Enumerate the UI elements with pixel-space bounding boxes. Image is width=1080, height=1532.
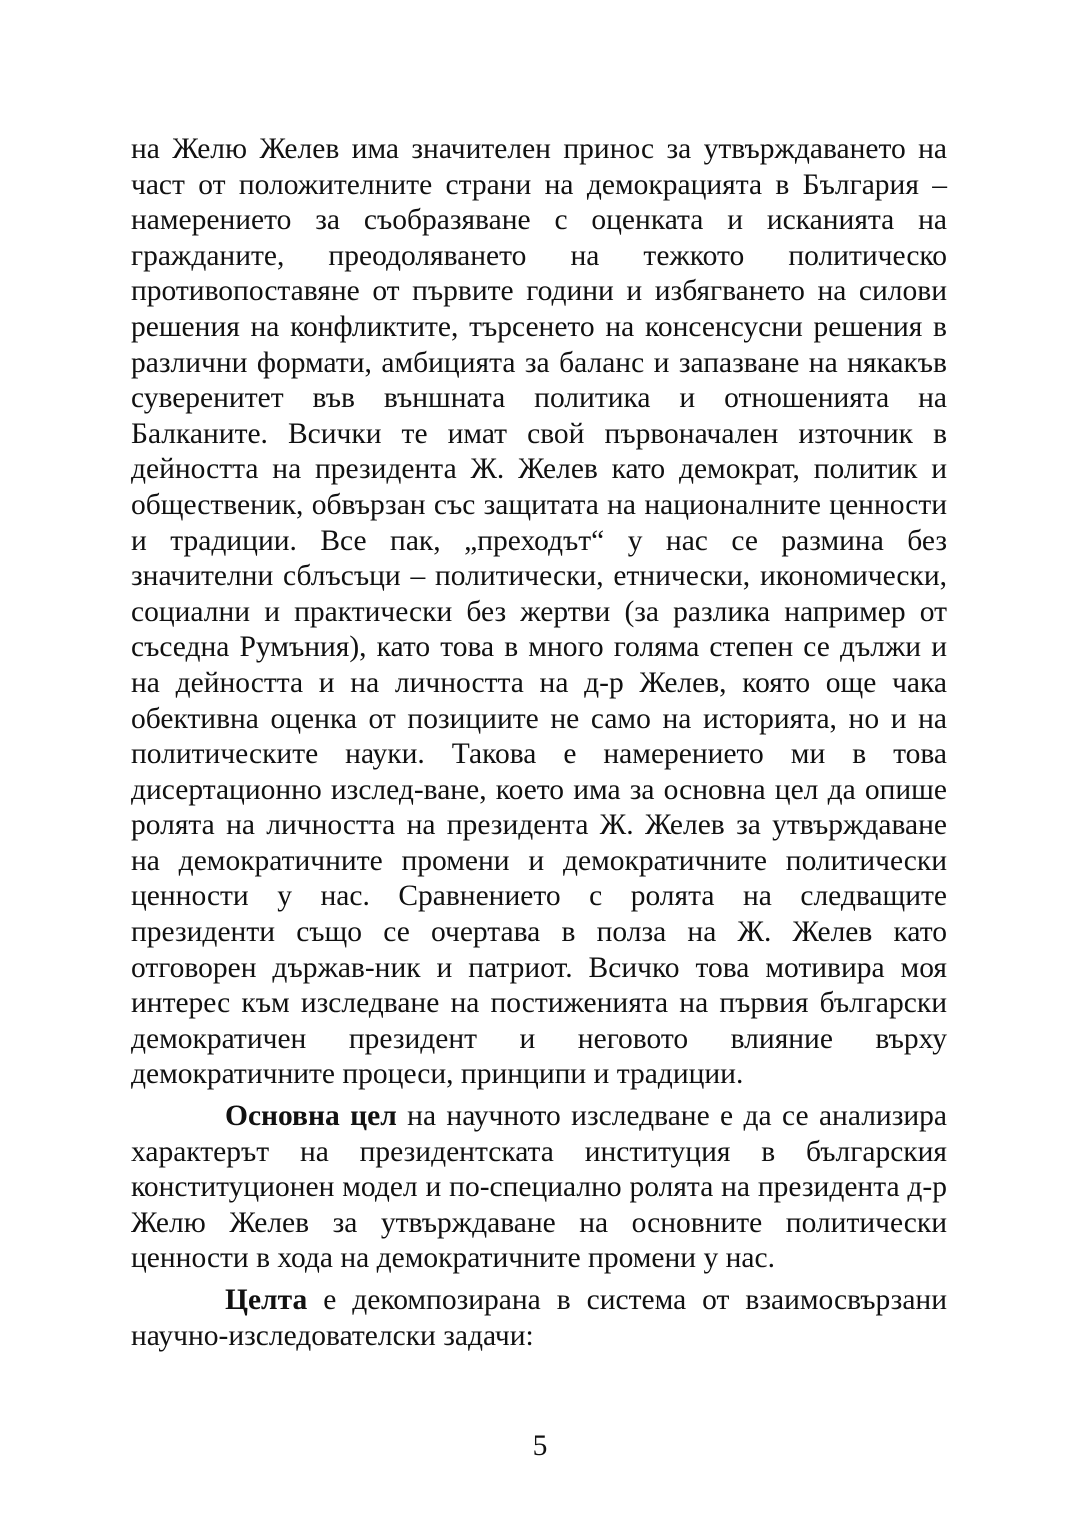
paragraph-goal-decomposition: [131, 1283, 947, 1354]
paragraph-body: на научното изследване е да се анализира характерът на президентската институция в българския конституционен модел и по-специално ролята на президента д-р Желю Желев за утвърждаване на основните политически ценности в хода на демократичните промени у нас.: [131, 1100, 947, 1275]
paragraph-intro: на Желю Желев има значителен принос за утвърждаването на част от положителните страни на демокрацията в България – намерението за съобразяване с оценката и исканията на гражданите, преодоляването на тежкото политическо противопоставяне от първите години и избягването на силови решения на конфликтите, търсенето на консенсусни решения в различни формати, амбицията за баланс и запазване на някакъв суверенитет във външната политика и отношенията на Балканите. Всички те имат свой първоначален източник в дейността на президента Ж. Желев като демократ, политик и общественик, обвързан със защитата на националните ценности и традиции. Все пак, „преходът“ у нас се размина без значителни сблъсъци – политически, етнически, икономически, социални и практически без жертви (за разлика например от съседна Румъния), като това в много голяма степен се дължи и на дейността и на личността на д-р Желев, която още чака обективна оценка от позициите не само на историята, но и на политическите науки. Такова е намерението ми в това дисертационно изслед-ване, което има за основна цел да опише ролята на личността на президента Ж. Желев за утвърждаване на демократичните промени и демократичните политически ценности у нас. Сравнението с ролята на следващите президенти също се очертава в полза на Ж. Желев като отговорен държав-ник и патриот. Всичко това мотивира моя интерес към изследване на постиженията на първия български демократичен президент и неговото влияние върху демократичните процеси, принципи и традиции.: [131, 133, 947, 1091]
paragraph-lead-bold: Целта: [225, 1284, 308, 1316]
paragraph-lead-bold: Основна цел: [225, 1100, 397, 1133]
paragraph-main-goal: [131, 1099, 947, 1277]
paragraph-body: е декомпозирана в система от взаимосвързани научно-изследователски задачи:: [131, 1284, 947, 1352]
page-number: 5: [532, 1430, 548, 1462]
body-text: [131, 132, 947, 1354]
